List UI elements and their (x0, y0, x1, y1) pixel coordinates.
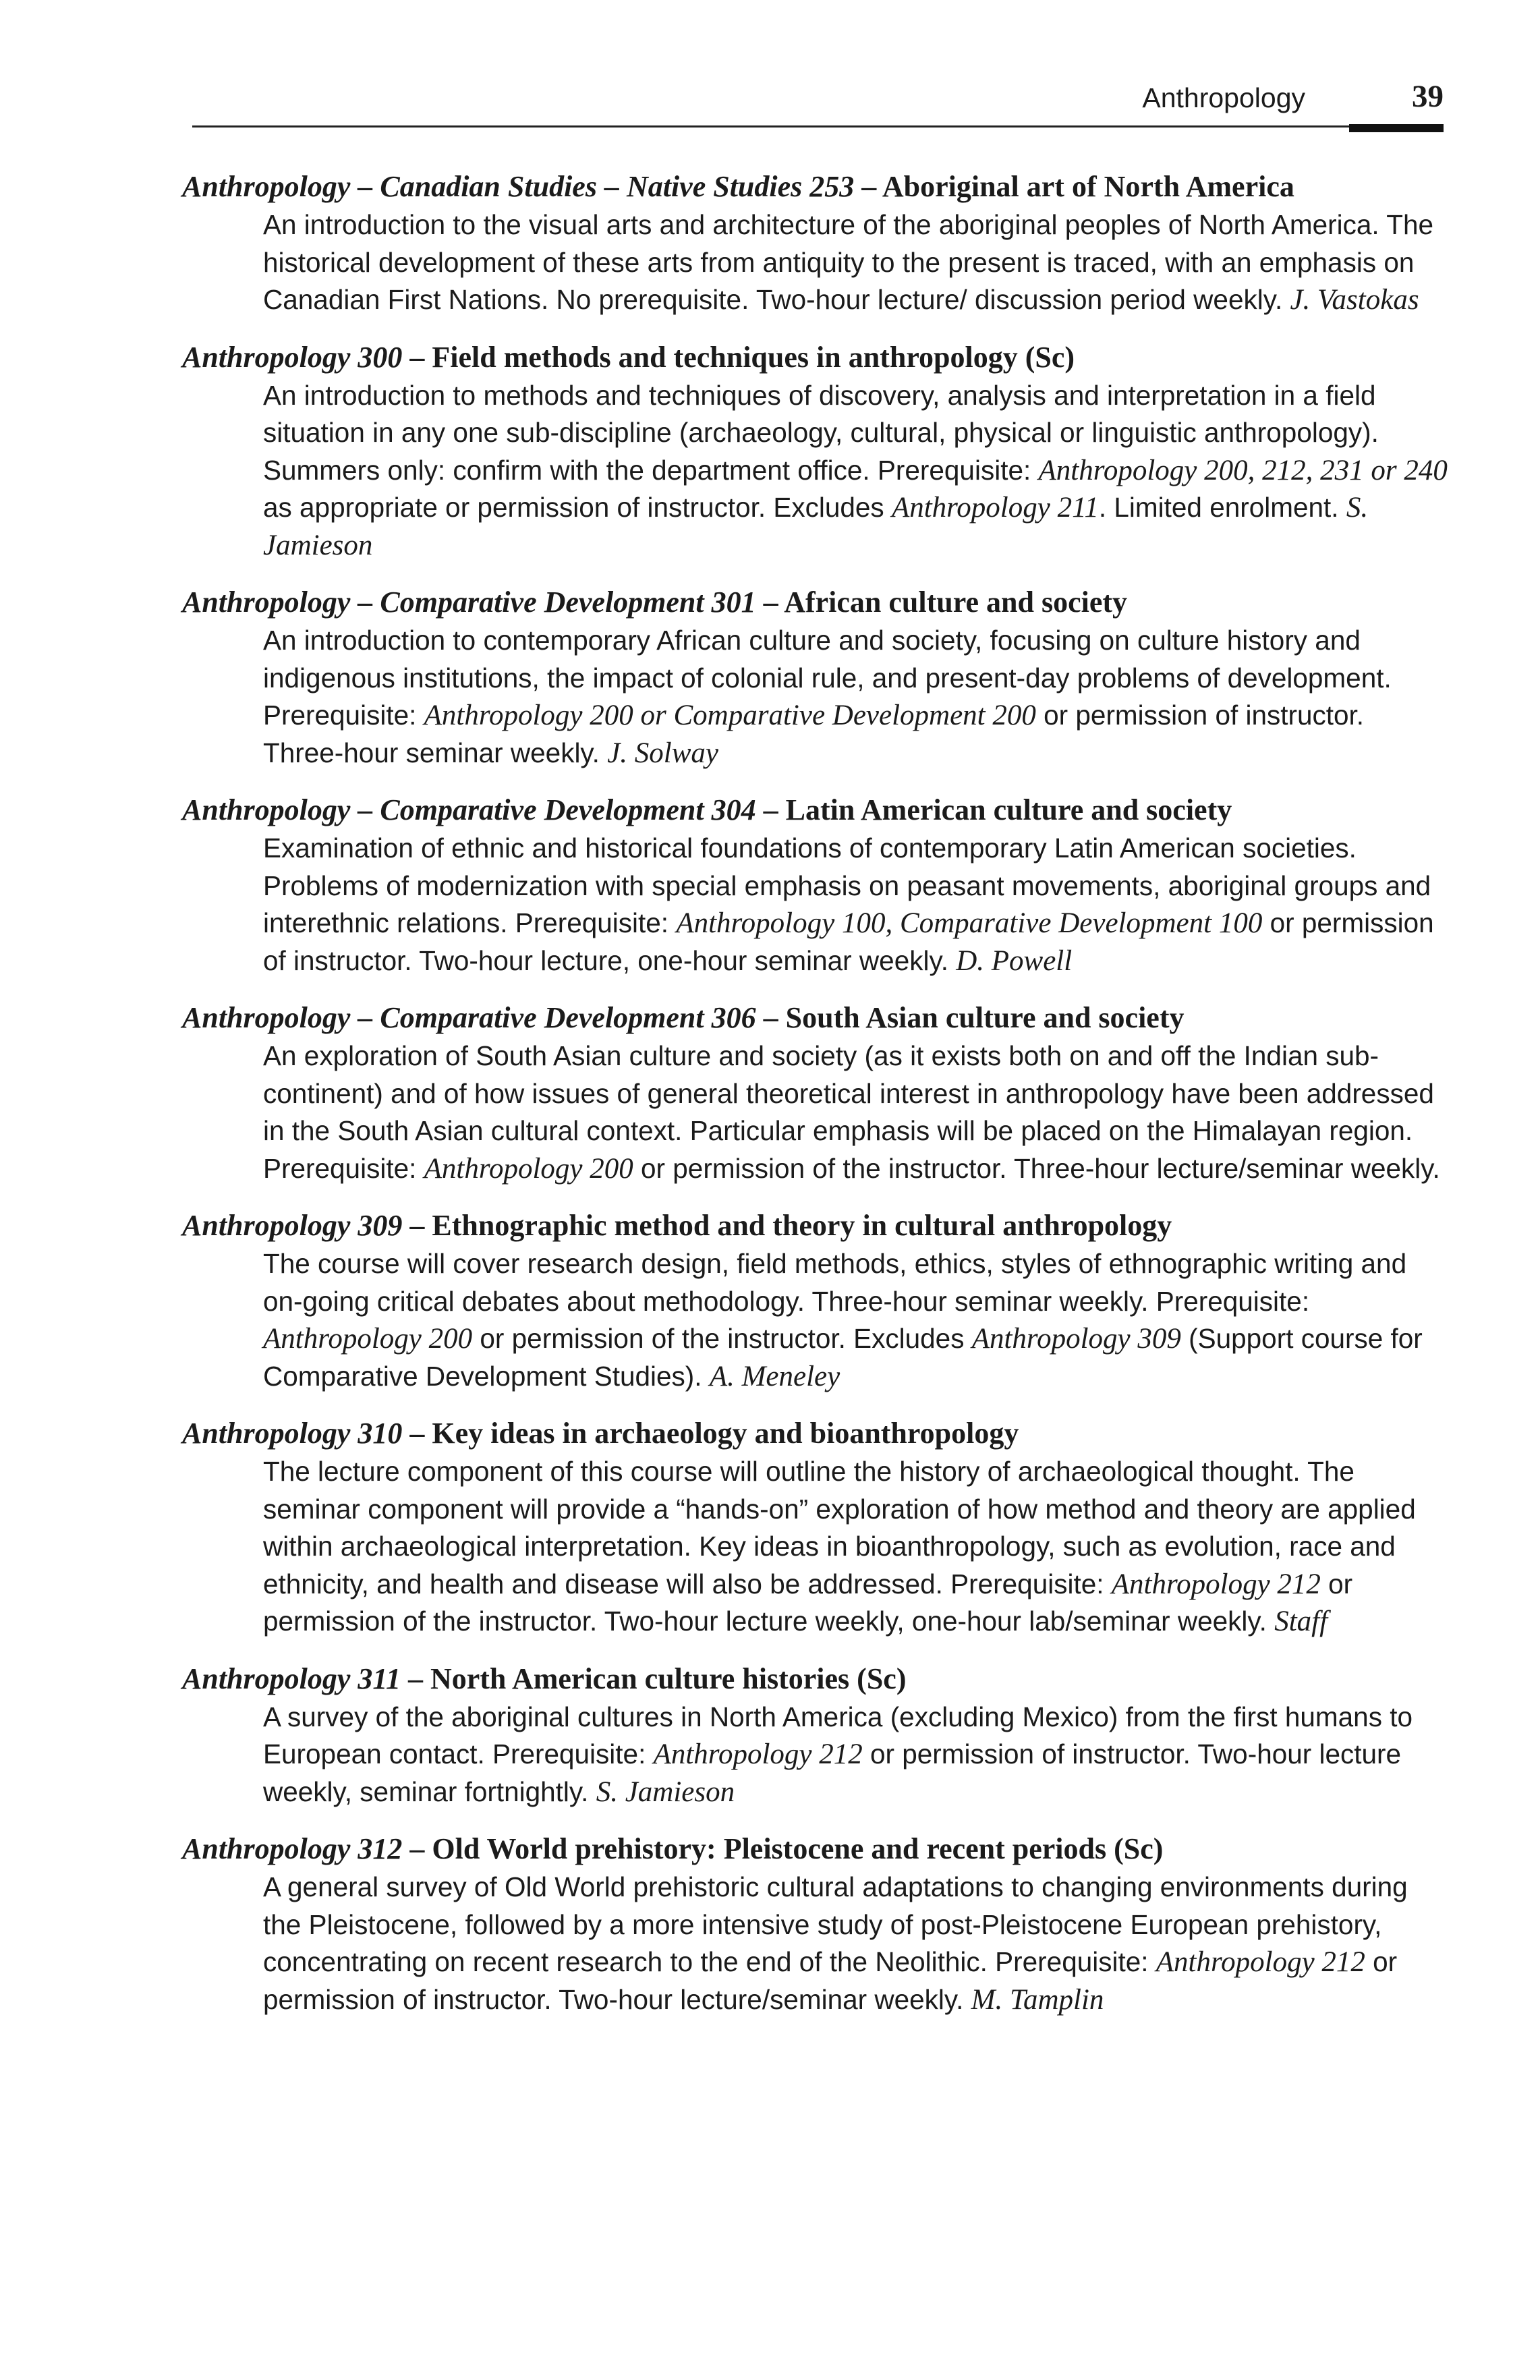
course-entry (182, 338, 1450, 565)
course-description (263, 1869, 1450, 2018)
description-text: as appropriate or permission of instructor. Excludes (263, 492, 892, 523)
description-text: or permission of the instructor. Three-hour lecture/seminar weekly. (633, 1152, 1440, 1184)
course-code: Anthropology 312 (182, 1832, 403, 1865)
description-text: or permission of the instructor. Excludes (472, 1323, 972, 1354)
course-code: Anthropology 309 (182, 1209, 403, 1242)
course-title: South Asian culture and society (785, 1001, 1185, 1034)
course-entry (182, 1206, 1450, 1395)
course-title: Field methods and techniques in anthropology (Sc) (432, 340, 1075, 374)
italic-reference: Anthropology 309 (971, 1323, 1181, 1355)
description-text: Examination of ethnic and historical foundations of contemporary Latin American societies. Problems of modernization with special emphasis on peasant movements, aboriginal groups and interethnic relations. Prerequisite: (263, 832, 1431, 938)
course-code: Anthropology 310 (182, 1417, 403, 1450)
course-entry (182, 998, 1450, 1187)
description-text: or permission of instructor. Three-hour seminar weekly. (263, 700, 1365, 768)
course-heading: Anthropology 300 – Field methods and techniques in anthropology (Sc) (182, 340, 1075, 374)
course-code: Anthropology – Comparative Development 306 (182, 1001, 756, 1034)
description-text: A general survey of Old World prehistoric cultural adaptations to changing environments during the Pleistocene, followed by a more intensive study of post-Pleistocene European prehistory, concentrating on recent research to the end of the Neolithic. Prerequisite: (263, 1871, 1408, 1977)
italic-reference: Anthropology 200 (263, 1323, 473, 1355)
description-text: An introduction to contemporary African culture and society, focusing on culture history and indigenous institutions, the impact of colonial rule, and present-day problems of development. Prerequisite: (263, 625, 1392, 731)
page-number: 39 (1412, 79, 1444, 114)
italic-reference: Anthropology 212 (653, 1738, 863, 1770)
course-entry (182, 1414, 1450, 1641)
course-entry (182, 583, 1450, 772)
italic-reference: S. Jamieson (596, 1776, 735, 1808)
course-description (263, 830, 1450, 980)
course-heading: Anthropology 310 – Key ideas in archaeology and bioanthropology (182, 1417, 1019, 1450)
course-entry (182, 1830, 1450, 2018)
description-text: An exploration of South Asian culture and society (as it exists both on and off the Indian sub-continent) and of how issues of general theoretical interest in anthropology have been addressed in the South Asian cultural context. Particular emphasis will be placed on the Himalayan region. Prerequisite: (263, 1040, 1434, 1184)
description-text: or permission of instructor. Two-hour lecture, one-hour seminar weekly. (263, 907, 1434, 976)
course-heading: Anthropology – Comparative Development 304 – Latin American culture and society (182, 793, 1232, 826)
italic-reference: A. Meneley (709, 1360, 840, 1392)
description-text: An introduction to the visual arts and architecture of the aboriginal peoples of North America. The historical development of these arts from antiquity to the present is traced, with an emphasis on Canadian First Nations. No prerequisite. Two-hour lecture/ discussion period weekly. (263, 209, 1433, 315)
course-entry (182, 791, 1450, 980)
italic-reference: M. Tamplin (971, 1983, 1104, 2016)
course-code: Anthropology 311 (182, 1662, 401, 1695)
course-code: Anthropology – Comparative Development 301 (182, 586, 756, 619)
course-title: Aboriginal art of North America (882, 170, 1294, 203)
course-title: African culture and society (784, 586, 1128, 619)
course-heading: Anthropology – Comparative Development 306 – South Asian culture and society (182, 1001, 1185, 1034)
description-text: or permission of the instructor. Two-hour lecture weekly, one-hour lab/seminar weekly. (263, 1568, 1353, 1637)
italic-reference: Anthropology 200, 212, 231 or 240 (1038, 454, 1448, 486)
course-description (263, 1245, 1450, 1395)
header-section-title: Anthropology (1142, 82, 1305, 113)
italic-reference: S. Jamieson (263, 492, 1369, 561)
description-text: An introduction to methods and techniques of discovery, analysis and interpretation in a field situation in any one sub-discipline (archaeology, cultural, physical or linguistic anthropology). Summers only: confirm with the department office. Prerequisite: (263, 379, 1379, 486)
course-heading: Anthropology – Canadian Studies – Native Studies 253 – Aboriginal art of North America (182, 170, 1294, 203)
course-code: Anthropology 300 (182, 340, 403, 374)
course-heading: Anthropology 311 – North American culture histories (Sc) (182, 1662, 907, 1695)
course-heading: Anthropology – Comparative Development 301 – African culture and society (182, 586, 1128, 619)
course-description (263, 622, 1450, 772)
course-code: Anthropology – Comparative Development 304 (182, 793, 756, 826)
course-title: North American culture histories (Sc) (430, 1662, 907, 1695)
course-entry (182, 167, 1450, 319)
course-description (263, 1453, 1450, 1641)
course-description (263, 377, 1450, 565)
description-text: or permission of instructor. Two-hour lecture/seminar weekly. (263, 1946, 1398, 2015)
header-rule-accent (1349, 124, 1444, 132)
italic-reference: Staff (1274, 1606, 1328, 1637)
course-code: Anthropology – Canadian Studies – Native Studies 253 (182, 170, 855, 203)
description-text: (Support course for Comparative Development Studies). (263, 1323, 1423, 1392)
italic-reference: Anthropology 200 or Comparative Development 200 (424, 700, 1036, 731)
course-description (263, 206, 1450, 319)
description-text: . Limited enrolment. (1098, 492, 1346, 523)
course-title: Ethnographic method and theory in cultural anthropology (432, 1209, 1172, 1242)
course-title: Old World prehistory: Pleistocene and recent periods (Sc) (432, 1832, 1164, 1865)
description-text: The course will cover research design, field methods, ethics, styles of ethnographic writing and on-going critical debates about methodology. Three-hour seminar weekly. Prerequisite: (263, 1248, 1407, 1317)
description-text: or permission of instructor. Two-hour lecture weekly, seminar fortnightly. (263, 1738, 1402, 1807)
italic-reference: D. Powell (956, 944, 1073, 977)
italic-reference: J. Vastokas (1290, 284, 1419, 316)
course-heading: Anthropology 312 – Old World prehistory: Pleistocene and recent periods (Sc) (182, 1832, 1164, 1865)
course-title: Key ideas in archaeology and bioanthropology (432, 1417, 1019, 1450)
italic-reference: Anthropology 100, Comparative Development 100 (676, 907, 1263, 939)
description-text: A survey of the aboriginal cultures in North America (excluding Mexico) from the first humans to European contact. Prerequisite: (263, 1701, 1413, 1769)
italic-reference: Anthropology 211 (891, 492, 1099, 523)
course-heading: Anthropology 309 – Ethnographic method and theory in cultural anthropology (182, 1209, 1172, 1242)
course-entry (182, 1660, 1450, 1811)
course-description (263, 1038, 1450, 1187)
italic-reference: Anthropology 212 (1111, 1568, 1321, 1600)
description-text: The lecture component of this course will outline the history of archaeological thought. The seminar component will provide a “hands-on” exploration of how method and theory are applied within archaeological interpretation. Key ideas in bioanthropology, such as evolution, race and ethnicity, and health and disease will also be addressed. Prerequisite: (263, 1456, 1416, 1599)
italic-reference: Anthropology 212 (1156, 1946, 1365, 1978)
italic-reference: J. Solway (607, 737, 718, 769)
header-rule (192, 125, 1444, 128)
italic-reference: Anthropology 200 (424, 1152, 633, 1185)
course-list (182, 167, 1450, 2037)
course-title: Latin American culture and society (785, 793, 1232, 826)
course-description (263, 1699, 1450, 1811)
